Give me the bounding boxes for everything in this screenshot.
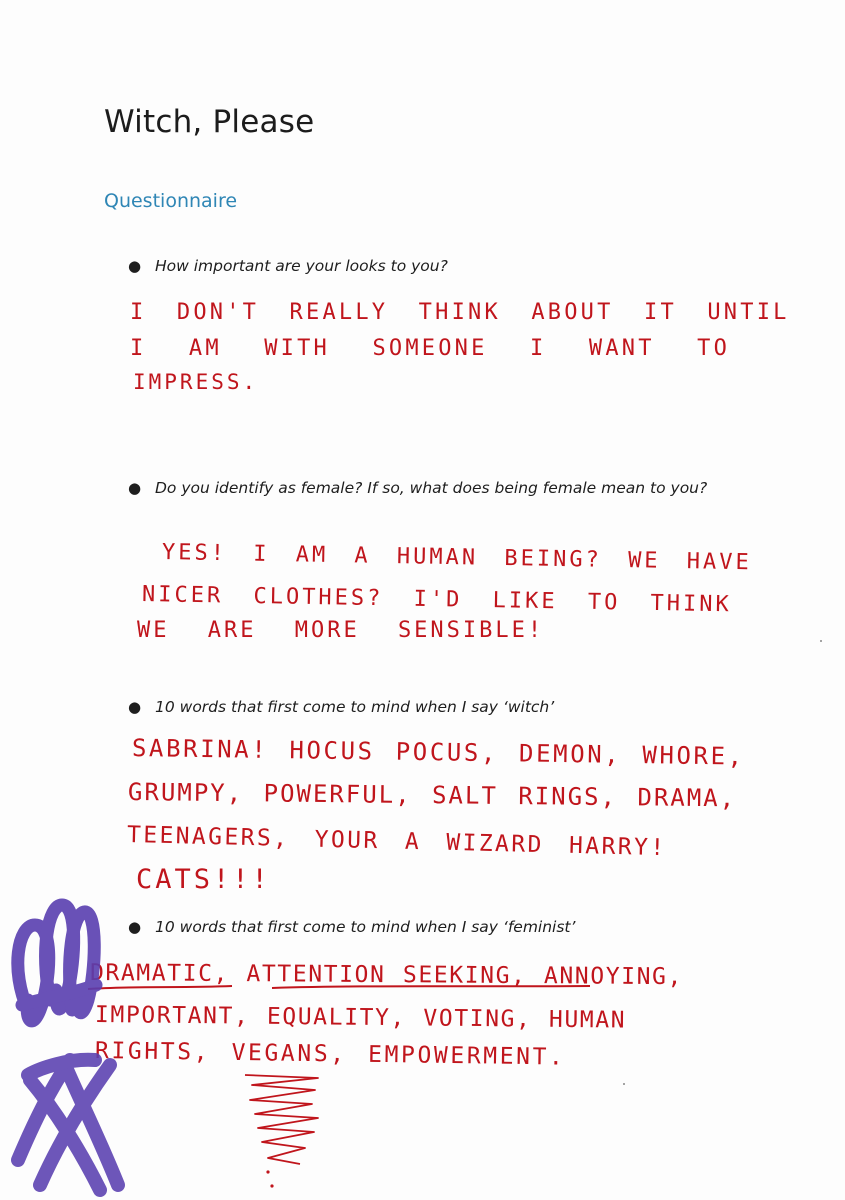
bullet-icon: ● bbox=[128, 918, 142, 936]
answer-2-line-2: NICER CLOTHES? I'D LIKE TO THINK bbox=[141, 582, 732, 618]
answer-4-line-2: IMPORTANT, EQUALITY, VOTING, HUMAN bbox=[94, 1002, 627, 1034]
question-3-text: 10 words that first come to mind when I say ‘witch’ bbox=[155, 698, 555, 716]
question-3 bbox=[128, 698, 554, 716]
question-2 bbox=[128, 479, 707, 497]
answer-1-line-1: I DON'T REALLY THINK ABOUT IT UNTIL bbox=[130, 300, 790, 325]
red-scribble bbox=[245, 1075, 318, 1164]
question-4-text: 10 words that first come to mind when I say ‘feminist’ bbox=[155, 918, 576, 936]
answer-4-line-1: DRAMATIC, ATTENTION SEEKING, ANNOYING, bbox=[89, 960, 684, 991]
purple-marker-loops-upper bbox=[18, 905, 96, 1021]
document-title: Witch, Please bbox=[104, 104, 315, 140]
answer-2-line-3: WE ARE MORE SENSIBLE! bbox=[137, 618, 545, 643]
question-1 bbox=[128, 257, 448, 275]
question-2-text: Do you identify as female? If so, what does being female mean to you? bbox=[155, 479, 708, 497]
answer-3-line-4: CATS!!! bbox=[136, 864, 271, 895]
question-4 bbox=[128, 918, 575, 936]
paper-speck bbox=[623, 1083, 625, 1085]
bullet-icon: ● bbox=[128, 698, 142, 716]
scribble-dot bbox=[270, 1184, 273, 1187]
answer-1-line-2: I AM WITH SOMEONE I WANT TO bbox=[130, 336, 731, 361]
purple-marker-crosses-lower bbox=[18, 1060, 118, 1190]
answer-1-line-3: IMPRESS. bbox=[133, 370, 259, 394]
bullet-icon: ● bbox=[128, 257, 142, 275]
answer-4-line-3: RIGHTS, VEGANS, EMPOWERMENT. bbox=[94, 1038, 566, 1071]
bullet-icon: ● bbox=[128, 479, 142, 497]
answer-3-line-1: SABRINA! HOCUS POCUS, DEMON, WHORE, bbox=[131, 734, 745, 771]
scribble-dot bbox=[266, 1170, 269, 1173]
answer-2-line-1: YES! I AM A HUMAN BEING? WE HAVE bbox=[161, 540, 752, 576]
answer-3-line-2: GRUMPY, POWERFUL, SALT RINGS, DRAMA, bbox=[127, 778, 737, 813]
answer-3-line-3: TEENAGERS, YOUR A WIZARD HARRY! bbox=[126, 822, 667, 862]
paper-speck bbox=[820, 640, 822, 642]
document-subtitle: Questionnaire bbox=[104, 190, 238, 212]
question-1-text: How important are your looks to you? bbox=[155, 257, 448, 275]
